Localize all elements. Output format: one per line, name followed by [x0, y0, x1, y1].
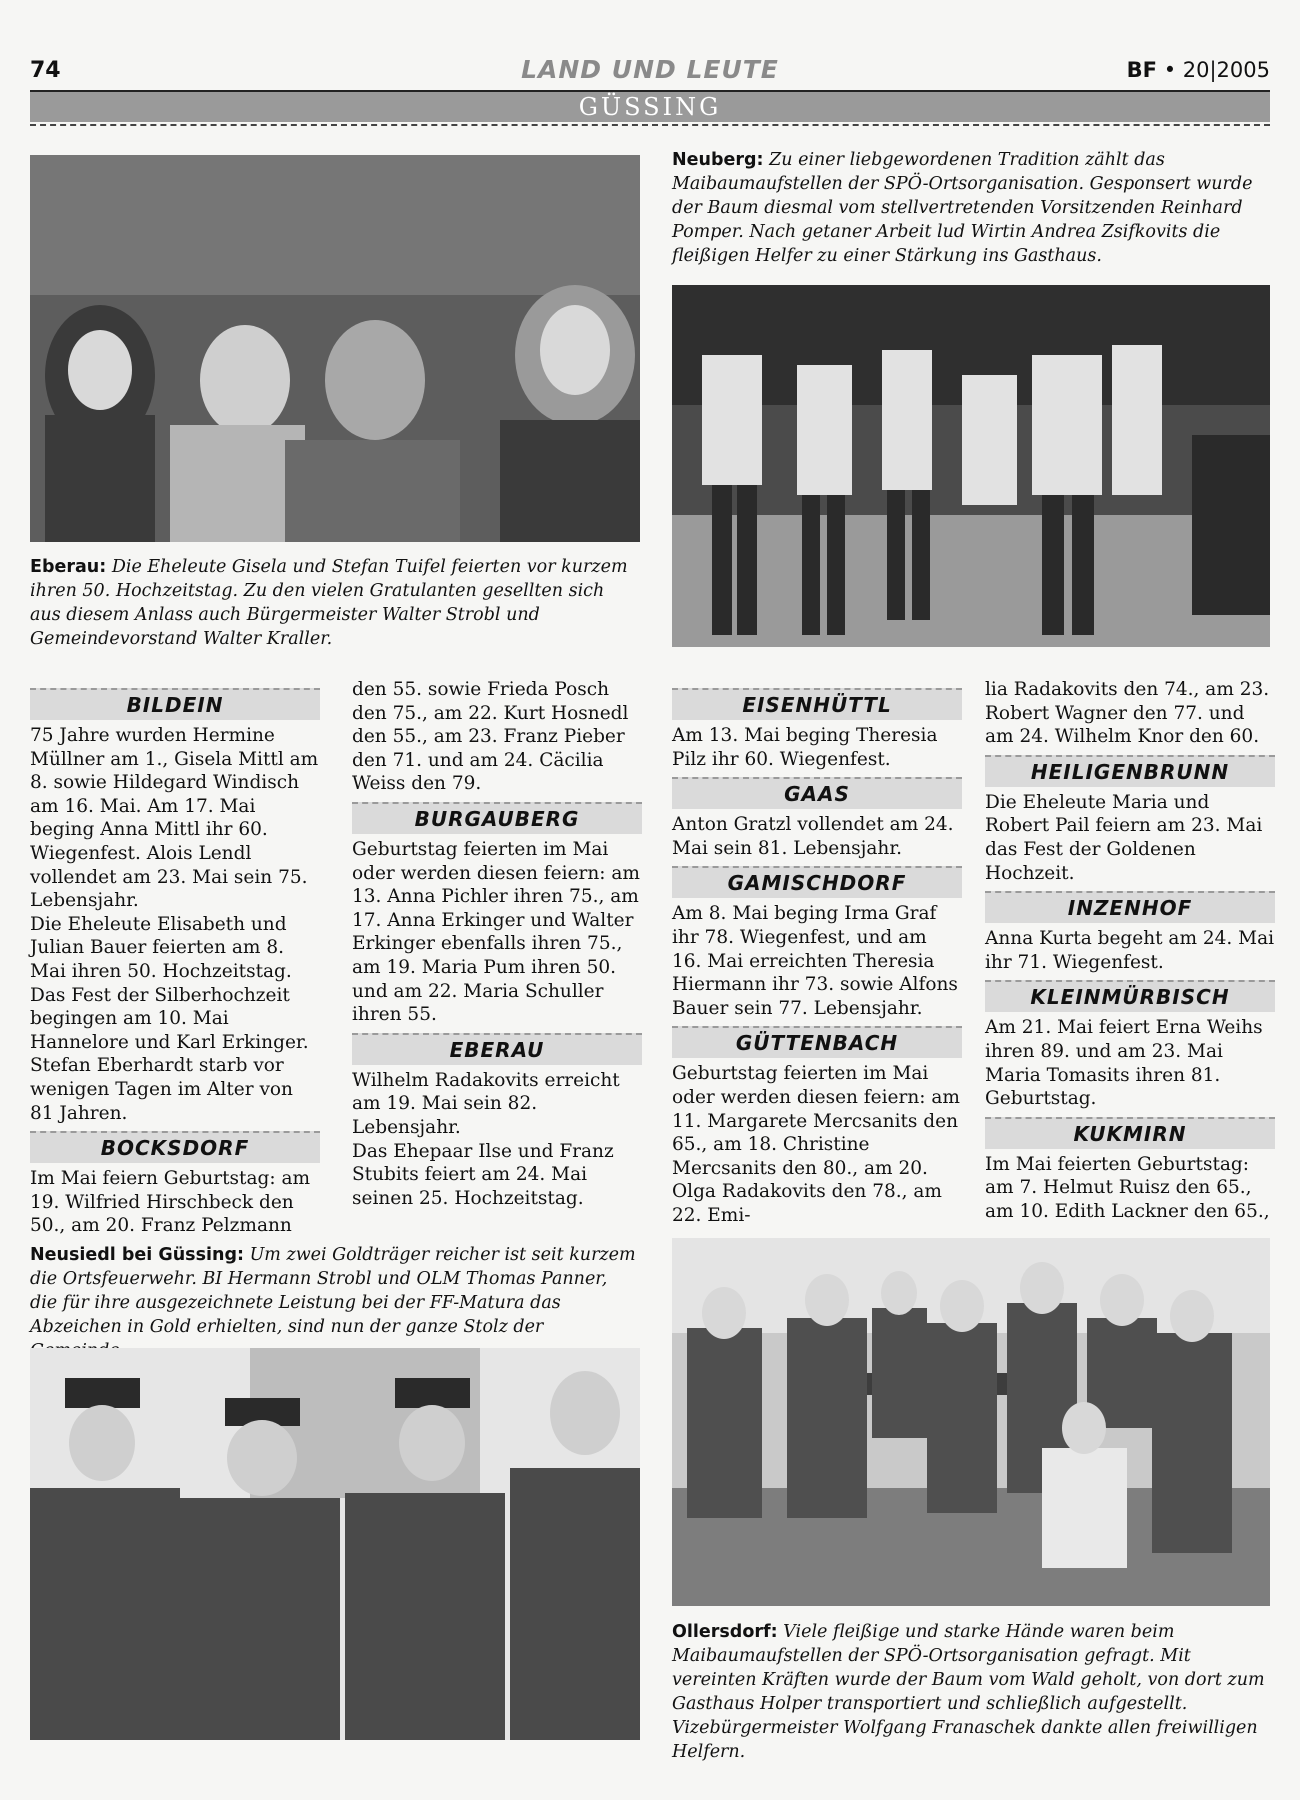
caption-ollersdorf [672, 1620, 1272, 1764]
article-paragraph: Wilhelm Radakovits erreicht am 19. Mai sein 82. Lebensjahr. [352, 1069, 620, 1138]
section-title: LAND UND LEUTE [521, 55, 779, 84]
caption-text: Viele fleißige und starke Hände waren beim Maibaumaufstellen der SPÖ-Ortsorganisation gefragt. Mit vereinten Kräften wurde der Baum vom Wald geholt, von dort zum Gasthaus Holper transportiert und schließlich aufgestellt. Vizebürgermeister Wolfgang Franaschek dankte allen freiwilligen Helfern. [672, 1622, 1265, 1762]
section-heading: GÜTTENBACH [672, 1026, 962, 1058]
section-heading: BILDEIN [30, 688, 320, 720]
photo-ollersdorf [672, 1238, 1270, 1606]
dashed-divider [30, 124, 1270, 126]
section-heading: BOCKSDORF [30, 1131, 320, 1163]
article-paragraph: Am 21. Mai feiert Erna Weihs ihren 89. und am 23. Mai Maria Tomasits ihren 81. Geburtstag. [985, 1017, 1263, 1110]
publication-name: BF [1126, 58, 1157, 82]
article-paragraph: Anna Kurta begeht am 24. Mai ihr 71. Wiegenfest. [985, 928, 1275, 973]
photo-neusiedl [30, 1348, 640, 1740]
article-paragraph: Am 8. Mai beging Irma Graf ihr 78. Wiegenfest, und am 16. Mai erreichten Theresia Hiermann ihr 73. sowie Alfons Bauer sein 77. Lebensjahr. [672, 903, 958, 1019]
section-heading: KUKMIRN [985, 1117, 1275, 1149]
column-2 [352, 678, 642, 1210]
caption-text: Zu einer liebgewordenen Tradition zählt das Maibaumaufstellen der SPÖ-Ortsorganisation. Gesponsert wurde der Baum diesmal vom stellvertretenden Vorsitzenden Reinhard Pomper. Nach getaner Arbeit lud Wirtin Andrea Zsifkovits die fleißigen Helfer zu einer Stärkung ins Gasthaus. [672, 150, 1253, 266]
column-4 [985, 678, 1275, 1224]
article-paragraph: Im Mai feiern Geburtstag: am 19. Wilfried Hirschbeck den 50., am 20. Franz Pelzmann [30, 1168, 311, 1237]
caption-neusiedl [30, 1243, 640, 1363]
article-paragraph: Das Ehepaar Ilse und Franz Stubits feiert am 24. Mai seinen 25. Hochzeitstag. [352, 1140, 614, 1209]
caption-place: Neuberg: [672, 150, 764, 170]
page-number: 74 [30, 58, 61, 83]
column-3 [672, 688, 962, 1228]
article-paragraph: Das Fest der Silberhochzeit begingen am 10. Mai Hannelore und Karl Erkinger. [30, 984, 309, 1053]
photo-eberau [30, 155, 640, 542]
caption-neuberg [672, 148, 1272, 268]
caption-text: Um zwei Goldträger reicher ist seit kurzem die Ortsfeuerwehr. BI Hermann Strobl und OLM Thomas Panner, die für ihre ausgezeichnete Leistung bei der FF-Matura das Abzeichen in Gold erhielten, sind nun der ganze Stolz der [30, 1245, 636, 1337]
section-heading: EBERAU [352, 1033, 642, 1065]
photo-neuberg [672, 285, 1270, 647]
caption-place: Neusiedl bei Güssing: [30, 1245, 244, 1265]
article-paragraph: Stefan Eberhardt starb vor wenigen Tagen im Alter von 81 Jahren. [30, 1055, 293, 1124]
section-heading: INZENHOF [985, 891, 1275, 923]
issue-number: • 20|2005 [1163, 58, 1270, 82]
section-heading: GAMISCHDORF [672, 866, 962, 898]
article-paragraph: Geburtstag feierten im Mai oder werden diesen feiern: am 11. Margarete Mercsanits den 65., am 18. Christine Mercsanits den 80., am 20. Olga Radakovits den 78., am 22. Emi- [672, 1063, 960, 1226]
section-heading: HEILIGENBRUNN [985, 755, 1275, 787]
article-paragraph: Die Eheleute Maria und Robert Pail feiern am 23. Mai das Fest der Goldenen Hochzeit. [985, 791, 1263, 884]
article-paragraph: Anton Gratzl vollendet am 24. Mai sein 81. Lebensjahr. [672, 814, 954, 859]
caption-text: Die Eheleute Gisela und Stefan Tuifel feierten vor kurzem ihren 50. Hochzeitstag. Zu den vielen Gratulanten gesellten sich aus diesem Anlass auch Bürgermeister Walter Strobl und Gemeindevorstand Walter Kraller. [30, 557, 628, 649]
article-paragraph: Am 13. Mai beging Theresia Pilz ihr 60. Wiegenfest. [672, 725, 938, 770]
article-paragraph: Geburtstag feierten im Mai oder werden diesen feiern: am 13. Anna Pichler ihren 75., am 17. Anna Erkinger und Walter Erkinger ebenfalls ihren 75., am 19. Maria Pum ihren 50. und am 22. Maria Schuller ihren 55. [352, 838, 640, 1026]
caption-place: Eberau: [30, 557, 107, 577]
caption-eberau [30, 555, 640, 651]
section-heading: BURGAUBERG [352, 802, 642, 834]
column-1 [30, 688, 320, 1238]
section-heading: EISENHÜTTL [672, 688, 962, 720]
article-paragraph: Im Mai feierten Geburtstag: am 7. Helmut Ruisz den 65., am 10. Edith Lackner den 65., [985, 1153, 1270, 1222]
caption-place: Ollersdorf: [672, 1622, 778, 1642]
region-banner: GÜSSING [30, 92, 1270, 122]
issue-info [1127, 58, 1270, 82]
article-paragraph: 75 Jahre wurden Hermine Müllner am 1., Gisela Mittl am 8. sowie Hildegard Windisch am 16. Mai. Am 17. Mai beging Anna Mittl ihr 60. Wiegenfest. Alois Lendl vollendet am 23. Mai sein 75. Lebensjahr. [30, 725, 319, 912]
article-paragraph: den 55. sowie Frieda Posch den 75., am 22. Kurt Hosnedl den 55., am 23. Franz Pieber den 71. und am 24. Cäcilia Weiss den 79. [352, 679, 629, 795]
section-heading: KLEINMÜRBISCH [985, 980, 1275, 1012]
article-paragraph: Die Eheleute Elisabeth und Julian Bauer feierten am 8. Mai ihren 50. Hochzeitstag. [30, 913, 292, 982]
article-paragraph: lia Radakovits den 74., am 23. Robert Wagner den 77. und am 24. Wilhelm Knor den 60. [985, 679, 1270, 748]
section-heading: GAAS [672, 777, 962, 809]
